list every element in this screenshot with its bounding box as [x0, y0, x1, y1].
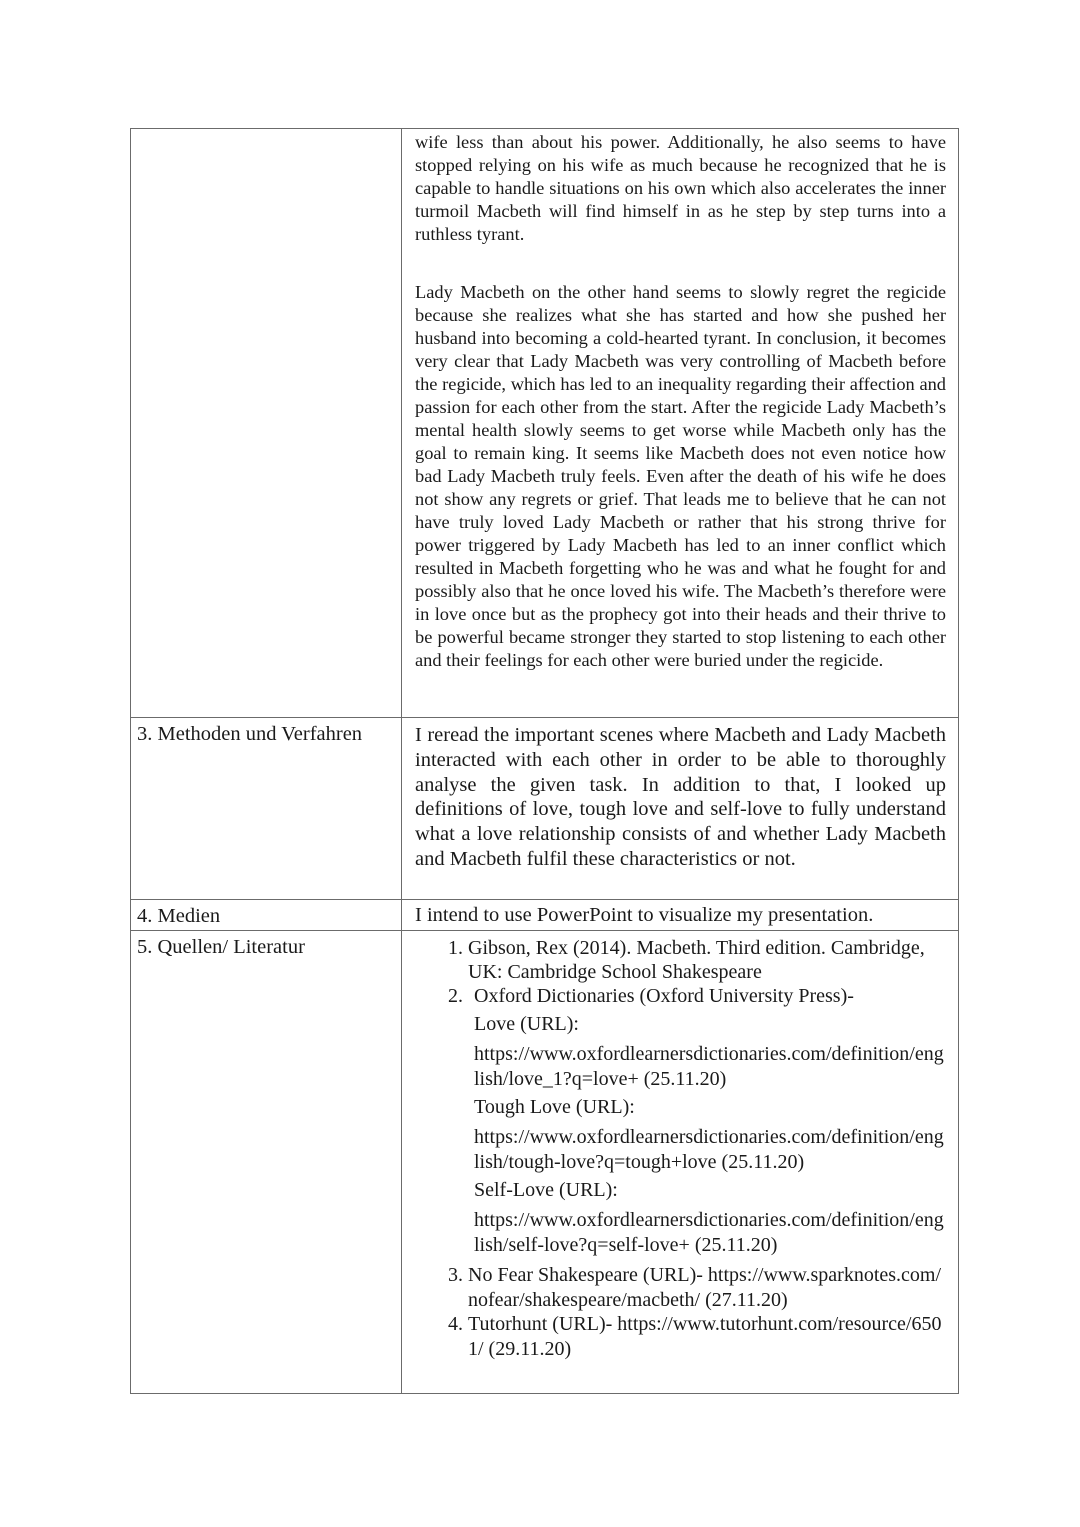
- source-1-text: 1. Gibson, Rex (2014). Macbeth. Third edition. Cambridge, UK: Cambridge School Shakespeare: [468, 937, 925, 983]
- assignment-table: [130, 128, 959, 1394]
- sources-label: 5. Quellen/ Literatur: [137, 936, 305, 958]
- self-love-title: Self-Love (URL):: [474, 1179, 618, 1201]
- self-love-url-link[interactable]: https://www.oxfordlearnersdictionaries.com/definition/english/self-love?q=self-love+ (25.11.20): [474, 1209, 944, 1256]
- source-item-2: [468, 984, 946, 1257]
- source-2-heading: 2. Oxford Dictionaries (Oxford University Press)-: [474, 985, 854, 1007]
- sources-label-cell: [131, 931, 402, 1394]
- love-url-link[interactable]: https://www.oxfordlearnersdictionaries.com/definition/english/love_1?q=love+ (25.11.20): [474, 1043, 944, 1090]
- row-label-empty: [131, 129, 402, 718]
- methods-label-cell: [131, 718, 402, 900]
- discussion-paragraph-1: wife less than about his power. Additionally, he also seems to have stopped relying on his wife as much because he recognized that he is capable to handle situations on his own which also accelerates the inner turmoil Macbeth will find himself in as he step by step turns into a ruthless tyrant.: [415, 132, 946, 244]
- love-title: Love (URL):: [474, 1013, 579, 1035]
- media-label-cell: [131, 900, 402, 931]
- table-row-media: [131, 900, 959, 931]
- sources-cell: [402, 931, 959, 1394]
- tough-love-url-link[interactable]: https://www.oxfordlearnersdictionaries.com/definition/english/tough-love?q=tough+love (25.11.20): [474, 1126, 944, 1173]
- media-cell: [402, 900, 959, 931]
- methods-cell: [402, 718, 959, 900]
- discussion-cell: [402, 129, 959, 718]
- source-item-3: [468, 1263, 946, 1312]
- discussion-paragraph-2: Lady Macbeth on the other hand seems to slowly regret the regicide because she realizes what she has started and how she pushed her husband into becoming a cold-hearted tyrant. In conclusion, it becomes very clear that Lady Macbeth was very controlling of Macbeth before the regicide, which has led to an inequality regarding their affection and passion for each other from the start. After the regicide Lady Macbeth’s mental health slowly seems to get worse while Macbeth only has the goal to remain king. It seems like Macbeth does not even notice how bad Lady Macbeth truly feels. Even after the death of his wife he does not show any regrets or grief. That leads me to believe that he can not have truly loved Lady Macbeth or rather that his strong thrive for power triggered by Lady Macbeth has led to an inner conflict which resulted in Macbeth forgetting who he was and what he fought for and possibly also that he once loved his wife. The Macbeth’s therefore were in love once but as the prophecy got into their heads and their thrive to be powerful became stronger they started to stop listening to each other and their feelings for each other were buried under the regicide.: [415, 282, 946, 670]
- methods-label: 3. Methoden und Verfahren: [137, 723, 363, 745]
- source-3-text[interactable]: 3. No Fear Shakespeare (URL)- https://www.sparknotes.com/nofear/shakespeare/macbeth/ (27.11.20): [468, 1264, 942, 1311]
- tough-love-title: Tough Love (URL):: [474, 1096, 635, 1118]
- sources-list: [402, 931, 958, 1361]
- source-item-1: [468, 936, 946, 984]
- source-item-4: [468, 1312, 946, 1361]
- media-label: 4. Medien: [137, 905, 221, 927]
- table-row-sources: [131, 931, 959, 1394]
- media-text: I intend to use PowerPoint to visualize my presentation.: [415, 904, 874, 926]
- methods-text: I reread the important scenes where Macbeth and Lady Macbeth interacted with each other in order to be able to thoroughly analyse the given task. In addition to that, I looked up definitions of love, tough love and self-love to fully understand what a love relationship consists of and whether Lady Macbeth and Macbeth fulfil these characteristics or not.: [415, 724, 946, 870]
- source-4-text[interactable]: 4. Tutorhunt (URL)- https://www.tutorhunt.com/resource/6501/ (29.11.20): [468, 1313, 942, 1360]
- table-row-methods: [131, 718, 959, 900]
- table-row-discussion: [131, 129, 959, 718]
